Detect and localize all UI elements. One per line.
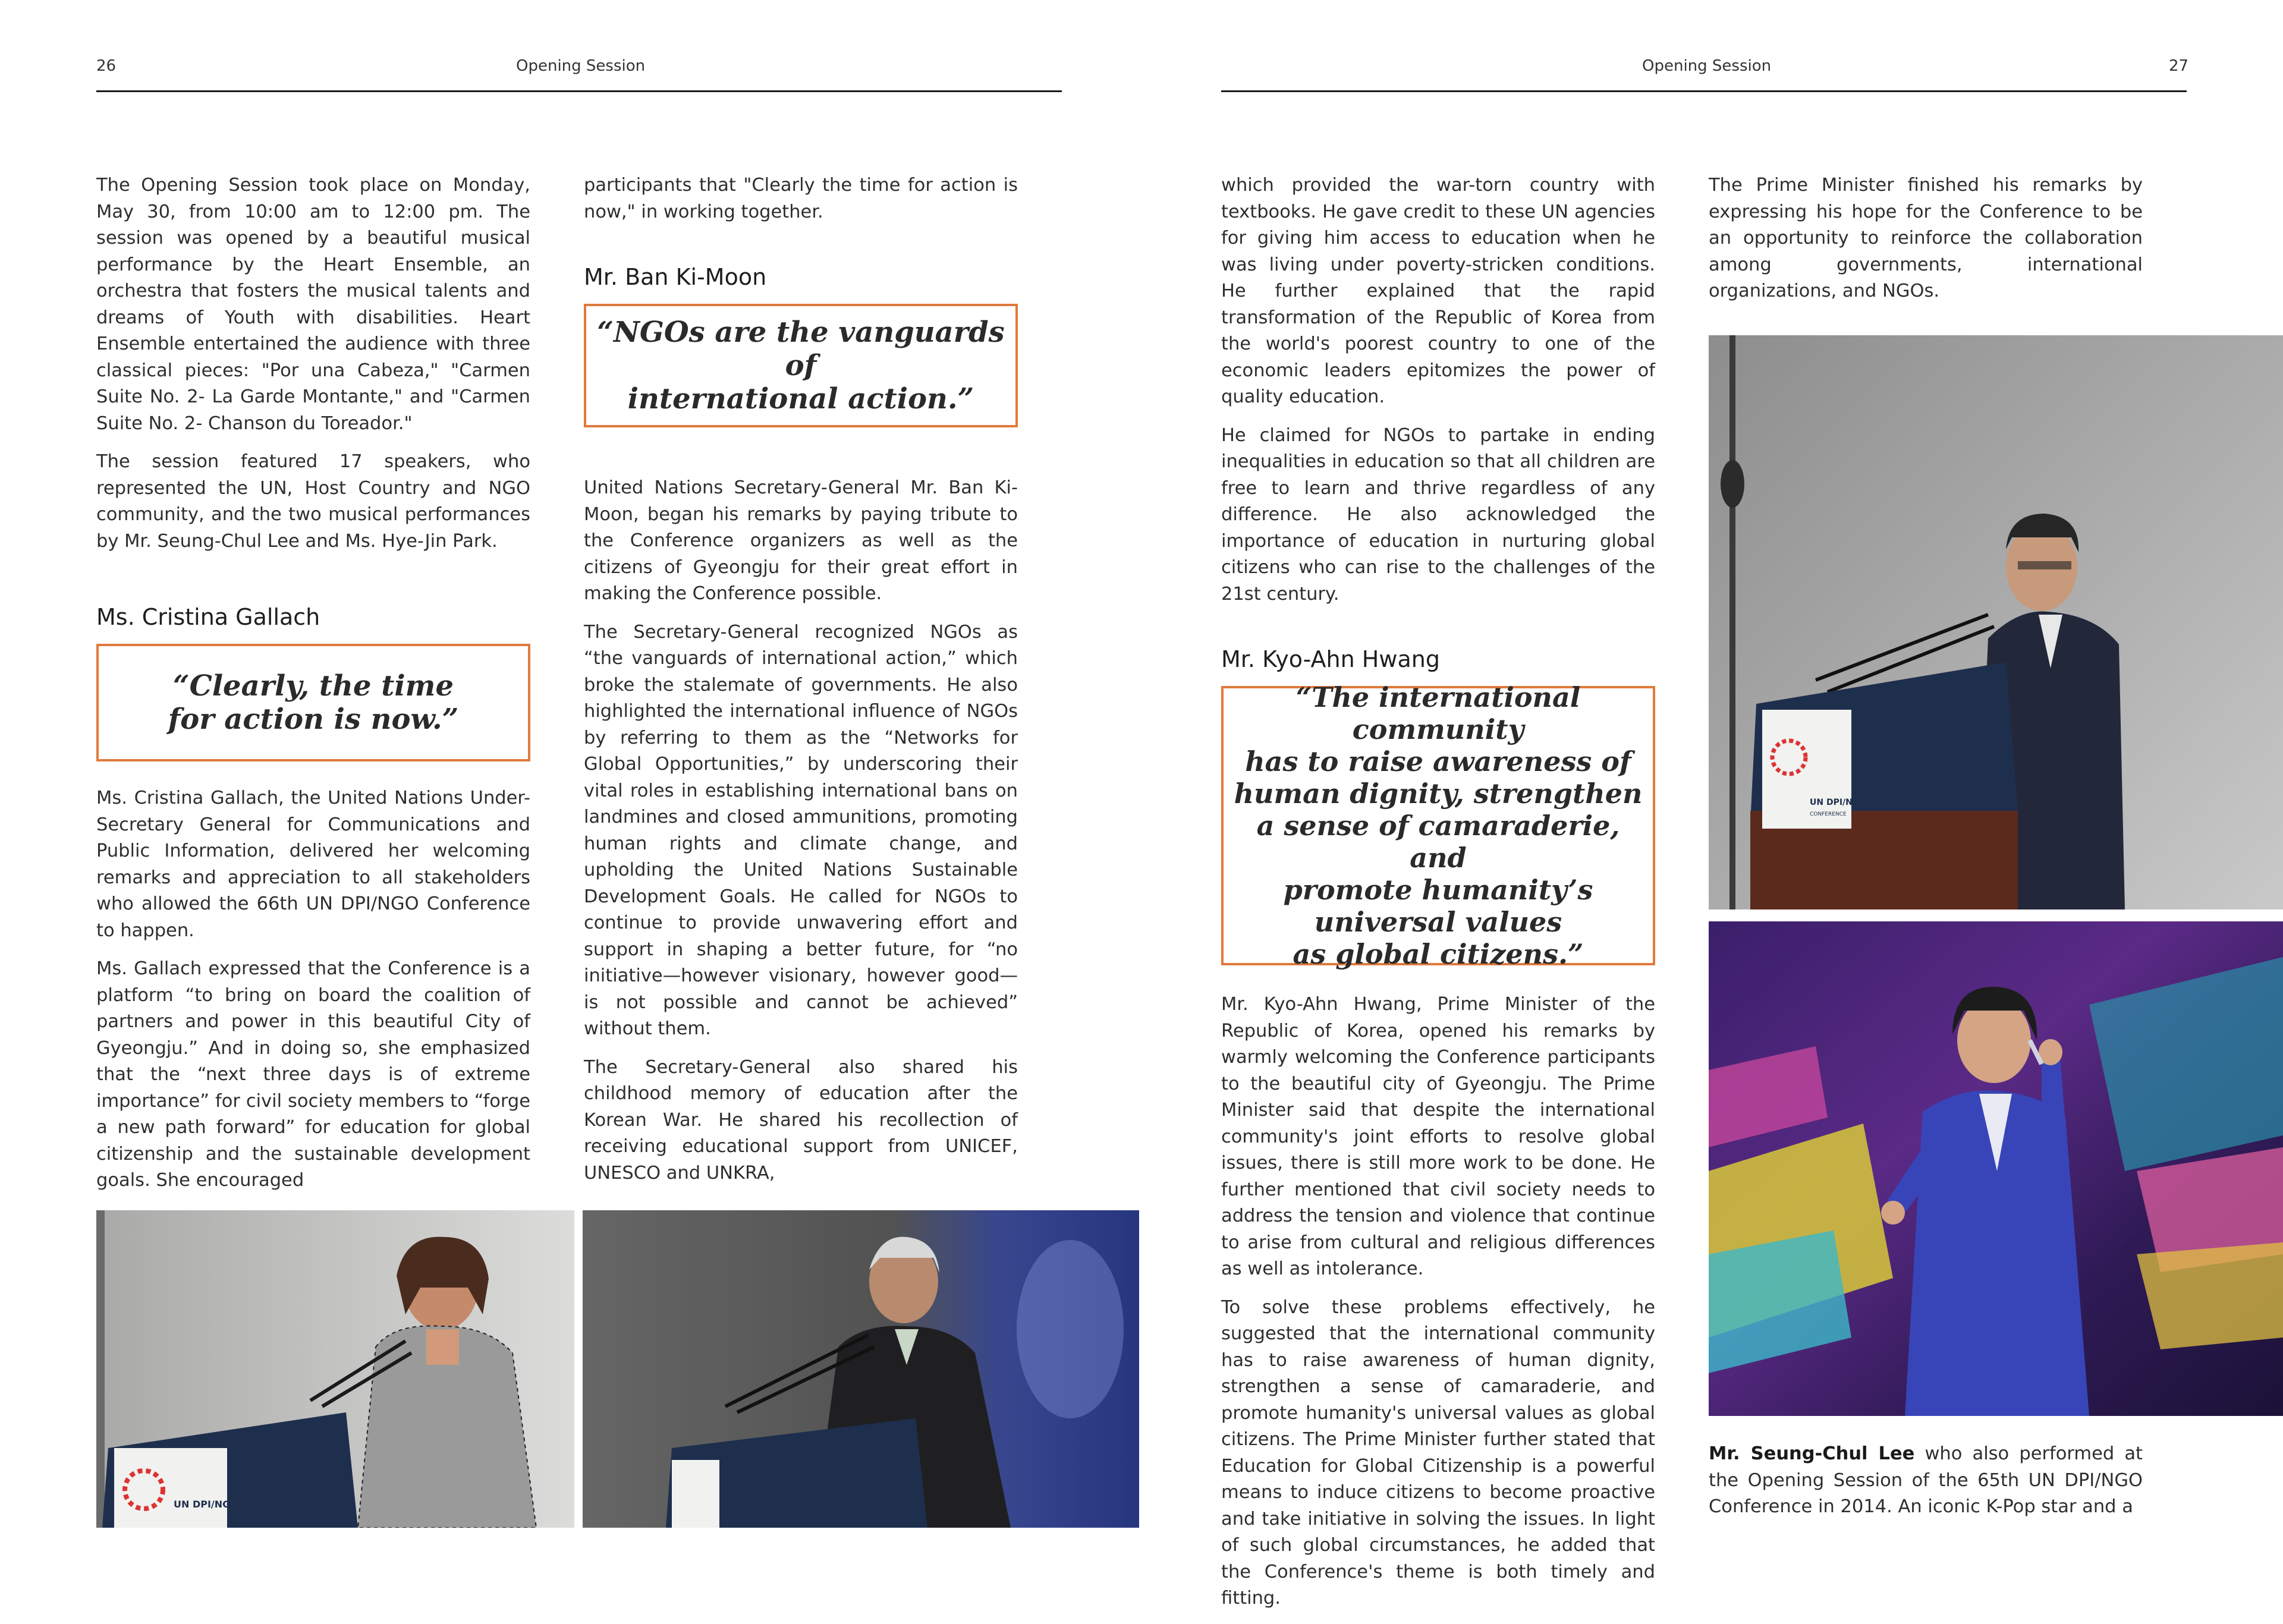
podium-sign-text: UN DPI/NGO — [1810, 798, 1867, 807]
ban-paragraph-2: The Secretary-General recognized NGOs as “the vanguards of international action,” which broke the stalemate of governments. He also highlighted the international influence of NGOs by referring to them as the “Networks for Global Opportunities,” by underscoring their vital roles in establishing international bans on landmines and closed ammunitions, promoting human rights and climate change, and upholding the United Nations Sustainable Development Goals. He called for NGOs to continue to provide unwavering effort and support in shaping a better future, for “no initiative—however visionary, however good—is not possible and cannot be achieved” without them. — [584, 621, 1018, 1039]
header-rule-right — [1221, 90, 2187, 92]
photo-seung-chul-lee — [1709, 921, 2283, 1416]
pull-quote-line: international action.” — [627, 382, 974, 416]
hwang-paragraph-3: The Prime Minister finished his remarks by expressing his hope for the Conference to be an opportunity to reinforce the collaboration among governments, international organizations, and NGOs. — [1709, 175, 2143, 301]
pull-quote-line: for action is now.” — [168, 703, 459, 736]
page-number-left: 26 — [96, 57, 117, 75]
column-2 — [584, 172, 1018, 1198]
pull-quote-line: human dignity, strengthen — [1234, 778, 1643, 810]
caption-lee — [1709, 1441, 2143, 1532]
column-4 — [1709, 172, 2143, 317]
caption-text: who also performed at the Opening Session of the 65th UN DPI/NGO Conference in 2014. An iconic K-Pop star and a — [1709, 1443, 2143, 1517]
running-head-left: Opening Session — [516, 57, 646, 75]
running-head-right: Opening Session — [1642, 57, 1772, 75]
header-rule-left — [96, 90, 1062, 92]
podium-sign-text: UN DPI/NGO — [174, 1499, 238, 1510]
ban-paragraph-1: United Nations Secretary-General Mr. Ban Ki-Moon, began his remarks by paying tribute to the Conference organizers as well as the citizens of Gyeongju for their great effort in making the Conference possible. — [584, 477, 1018, 604]
hwang-paragraph-1: Mr. Kyo-Ahn Hwang, Prime Minister of the Republic of Korea, opened his remarks by warmly welcoming the Conference participants to the beautiful city of Gyeongju. The Prime Minister said that despite the international community's joint efforts to resolve global issues, there is still more work to be done. He further mentioned that civil society needs to address the tension and violence that continue to arise from cultural and religious differences as well as intolerance. — [1221, 994, 1655, 1279]
podium-sign-subtext: CONFERENCE — [1810, 811, 1847, 817]
pull-quote-line: “The international community — [1295, 681, 1581, 745]
intro-paragraph-2: The session featured 17 speakers, who represented the UN, Host Country and NGO community, and the two musical performances by Mr. Seung-Chul Lee and Ms. Hye-Jin Park. — [96, 451, 530, 552]
pull-quote-line: has to raise awareness of — [1245, 745, 1631, 778]
ban-paragraph-4: which provided the war-torn country with textbooks. He gave credit to these UN agencies for giving him access to education when he was living under poverty-stricken conditions. He further explained that the rapid transformation of the Republic of Korea from the world's poorest country to one of the economic leaders epitomizes the power of quality education. — [1221, 175, 1655, 407]
pull-quote-line: “Clearly, the time — [173, 669, 454, 703]
pull-quote-ban — [584, 304, 1018, 427]
pull-quote-line: “NGOs are the vanguards of — [597, 316, 1005, 382]
photo-kyo-ahn-hwang — [1709, 335, 2283, 909]
ban-paragraph-3: The Secretary-General also shared his childhood memory of education after the Korean War. He shared his recollection of receiving educational support from UNICEF, UNESCO and UNKRA, — [584, 1056, 1018, 1184]
gallach-paragraph-1: Ms. Cristina Gallach, the United Nations Under-Secretary General for Communications and Public Information, delivered her welcoming remarks and appreciation to all stakeholders who allowed the 66th UN DPI/NGO Conference to happen. — [96, 788, 530, 941]
pull-quote-line: promote humanity’s — [1283, 874, 1593, 906]
intro-paragraph-1: The Opening Session took place on Monday, May 30, from 10:00 am to 12:00 pm. The session was opened by a beautiful musical performance by the Heart Ensemble, an orchestra that fosters the musical talents and dreams of Youth with disabilities. Heart Ensemble entertained the audience with three classical pieces: "Por una Cabeza," "Carmen Suite No. 2- La Garde Montante," and "Carmen Suite No. 2- Chanson du Toreador." — [96, 175, 530, 434]
photo-ban-ki-moon — [583, 1210, 1139, 1528]
pull-quote-line: as global citizens.” — [1293, 938, 1584, 970]
speaker-heading-gallach: Ms. Cristina Gallach — [96, 604, 320, 630]
pull-quote-gallach — [96, 644, 530, 761]
page-number-right: 27 — [2169, 57, 2189, 75]
gallach-paragraph-3: participants that "Clearly the time for action is now," in working together. — [584, 175, 1018, 222]
photo-cristina-gallach — [96, 1210, 574, 1528]
pull-quote-line: universal values — [1314, 906, 1562, 938]
pull-quote-hwang — [1221, 681, 1655, 970]
gallach-paragraph-2: Ms. Gallach expressed that the Conference is a platform “to bring on board the coalition of partners and power in this beautiful City of Gyeongju.” And in doing so, she emphasized that the “next three days is of extreme importance” for civil society members to “forge a new path forward” for education for global citizenship and the sustainable development goals. She encouraged — [96, 958, 530, 1191]
hwang-paragraph-2: To solve these problems effectively, he suggested that the international community has to raise awareness of human dignity, strengthen a sense of camaraderie, and promote humanity's universal values as global citizens. The Prime Minister further stated that Education for Global Citizenship is a powerful means to induce citizens to become proactive and take initiative in solving the issues. In light of such global circumstances, he added that the Conference's theme is both timely and fitting. — [1221, 1296, 1655, 1609]
speaker-heading-hwang: Mr. Kyo-Ahn Hwang — [1221, 646, 1440, 672]
column-3 — [1221, 172, 1655, 1624]
caption-name: Mr. Seung-Chul Lee — [1709, 1443, 1915, 1464]
ban-paragraph-5: He claimed for NGOs to partake in ending inequalities in education so that all children are free to learn and thrive regardless of any difference. He also acknowledged the importance of education in nurturing global citizens who can rise to the challenges of the 21st century. — [1221, 424, 1655, 605]
column-1 — [96, 172, 530, 1206]
speaker-heading-ban: Mr. Ban Ki-Moon — [584, 264, 767, 290]
pull-quote-line: a sense of camaraderie, and — [1256, 810, 1620, 874]
